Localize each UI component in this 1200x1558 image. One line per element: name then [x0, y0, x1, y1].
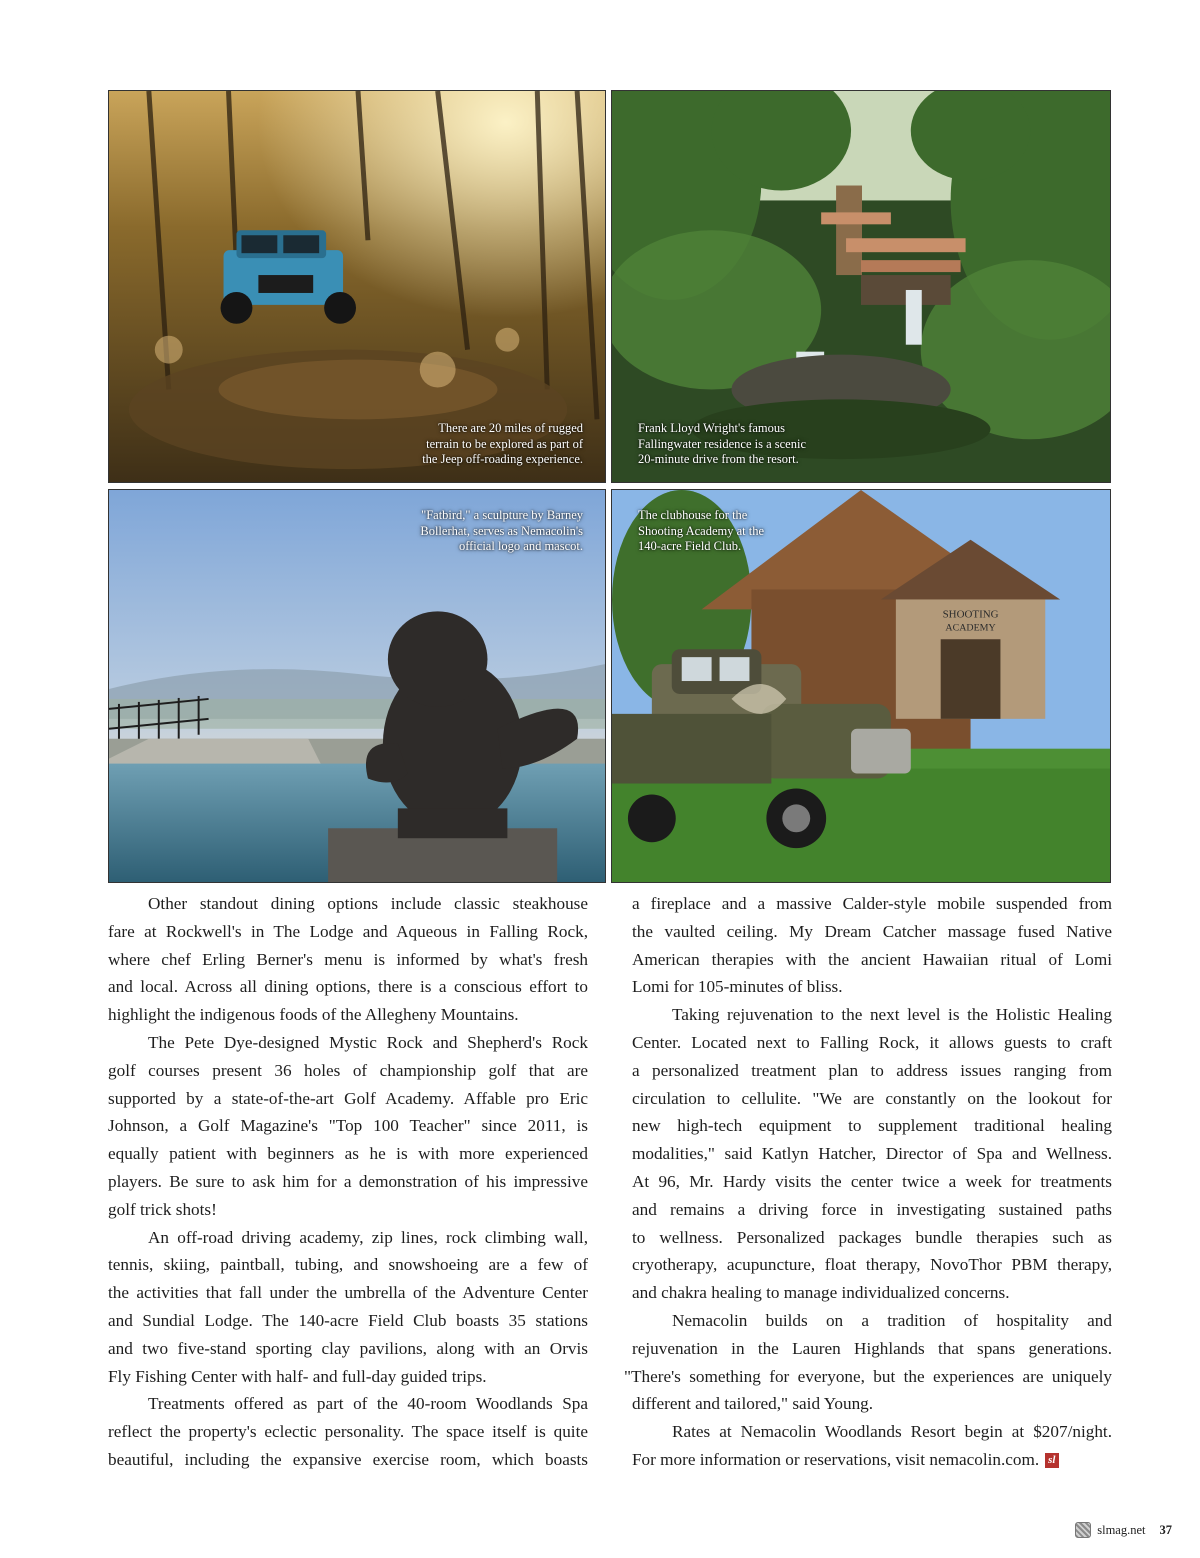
shooting-academy-sign: SHOOTING: [942, 608, 999, 621]
text-line: Lomi for 105-minutes of bliss.: [632, 977, 843, 997]
text-line: circulation to cellulite. "We are constantly on the lookout for: [632, 1088, 1112, 1108]
text-line: and Sundial Lodge. The 140-acre Field Club boasts 35 stations: [108, 1310, 588, 1330]
photo-fatbird-sculpture: [108, 489, 606, 883]
text-line: and two five-stand sporting clay pavilions, along with an Orvis: [108, 1338, 588, 1358]
text-line: Taking rejuvenation to the next level is the Holistic Healing: [672, 1005, 1112, 1025]
text-line: where chef Erling Berner's menu is informed by what's fresh: [108, 949, 588, 969]
photo-caption: There are 20 miles of rugged terrain to be explored as part of the Jeep off-roading experience.: [422, 421, 583, 466]
text-line: to wellness. Personalized packages bundle therapies such as: [632, 1227, 1112, 1247]
text-line: Nemacolin builds on a tradition of hospitality and: [672, 1310, 1112, 1330]
text-line: Treatments offered as part of the 40-room Woodlands Spa: [148, 1394, 588, 1414]
text-line: The Pete Dye-designed Mystic Rock and Shepherd's Rock: [148, 1032, 588, 1052]
page-number: 37: [1159, 1522, 1172, 1537]
text-line: [632, 1446, 1112, 1474]
page-footer: [1075, 1522, 1172, 1538]
text-line: and remains a driving force in investigating sustained paths: [632, 1199, 1112, 1219]
text-line: golf trick shots!: [108, 1199, 217, 1219]
text-line: fare at Rockwell's in The Lodge and Aqueous in Falling Rock,: [108, 921, 588, 941]
photo-jeep-offroad: [108, 90, 606, 483]
text-line: At 96, Mr. Hardy visits the center twice a week for treatments: [632, 1171, 1112, 1191]
text-line: An off-road driving academy, zip lines, rock climbing wall,: [148, 1227, 588, 1247]
text-line: the vaulted ceiling. My Dream Catcher massage fused Native: [632, 921, 1112, 941]
text-line: reflect the property's eclectic personality. The space itself is quite: [108, 1422, 588, 1442]
text-line: players. Be sure to ask him for a demonstration of his impressive: [108, 1171, 588, 1191]
text-line: Fly Fishing Center with half- and full-day guided trips.: [108, 1366, 487, 1386]
text-line: modalities," said Katlyn Hatcher, Director of Spa and Wellness.: [632, 1144, 1112, 1164]
text-line: golf courses present 36 holes of championship golf that are: [108, 1060, 588, 1080]
text-line: the activities that fall under the umbrella of the Adventure Center: [108, 1283, 588, 1303]
text-line: a personalized treatment plan to address issues ranging from: [632, 1060, 1112, 1080]
text-line: and chakra healing to manage individualized concerns.: [632, 1283, 1010, 1303]
text-line: Rates at Nemacolin Woodlands Resort begin at $207/night.: [672, 1422, 1112, 1442]
slmag-logo-icon: [1075, 1522, 1091, 1538]
photo-fallingwater: [611, 90, 1111, 483]
photo-caption: Frank Lloyd Wright's famous Fallingwater residence is a scenic 20-minute drive from the resort.: [638, 421, 806, 466]
site-name: slmag.net: [1097, 1522, 1146, 1537]
article-column-left: [108, 890, 588, 1474]
text-line: American therapies with the ancient Hawaiian ritual of Lomi: [632, 949, 1112, 969]
photo-caption: "Fatbird," a sculpture by Barney Bollerhat, serves as Nemacolin's official logo and mascot.: [420, 508, 583, 553]
end-mark-sl-icon: sl: [1045, 1453, 1058, 1468]
text-line: equally patient with beginners as he is with more experienced: [108, 1144, 588, 1164]
photo-shooting-academy-clubhouse: [611, 489, 1111, 883]
photo-caption: The clubhouse for the Shooting Academy at the 140-acre Field Club.: [638, 508, 765, 553]
text-line: a fireplace and a massive Calder-style mobile suspended from: [632, 894, 1112, 913]
article-column-right: [624, 890, 1112, 1474]
text-line: Johnson, a Golf Magazine's "Top 100 Teacher" since 2011, is: [108, 1116, 588, 1136]
text-line: Center. Located next to Falling Rock, it allows guests to craft: [632, 1032, 1112, 1052]
text-line: Other standout dining options include classic steakhouse: [148, 894, 588, 913]
text-line: new high-tech equipment to supplement traditional healing: [632, 1116, 1112, 1136]
text-line: tennis, skiing, paintball, tubing, and snowshoeing are a few of: [108, 1255, 588, 1275]
text-line: "There's something for everyone, but the experiences are uniquely: [624, 1366, 1112, 1386]
text-line: different and tailored," said Young.: [632, 1394, 874, 1414]
text-line: supported by a state-of-the-art Golf Academy. Affable pro Eric: [108, 1088, 588, 1108]
text-line: beautiful, including the expansive exercise room, which boasts: [108, 1449, 588, 1469]
shooting-academy-sign: ACADEMY: [945, 622, 996, 634]
text-line: highlight the indigenous foods of the Allegheny Mountains.: [108, 1005, 519, 1025]
text-line: cryotherapy, acupuncture, float therapy, NovoThor PBM therapy,: [632, 1255, 1112, 1275]
text-line: rejuvenation in the Lauren Highlands that spans generations.: [632, 1338, 1112, 1358]
closing-sentence: For more information or reservations, visit nemacolin.com.: [632, 1449, 1040, 1469]
text-line: and local. Across all dining options, there is a conscious effort to: [108, 977, 588, 997]
